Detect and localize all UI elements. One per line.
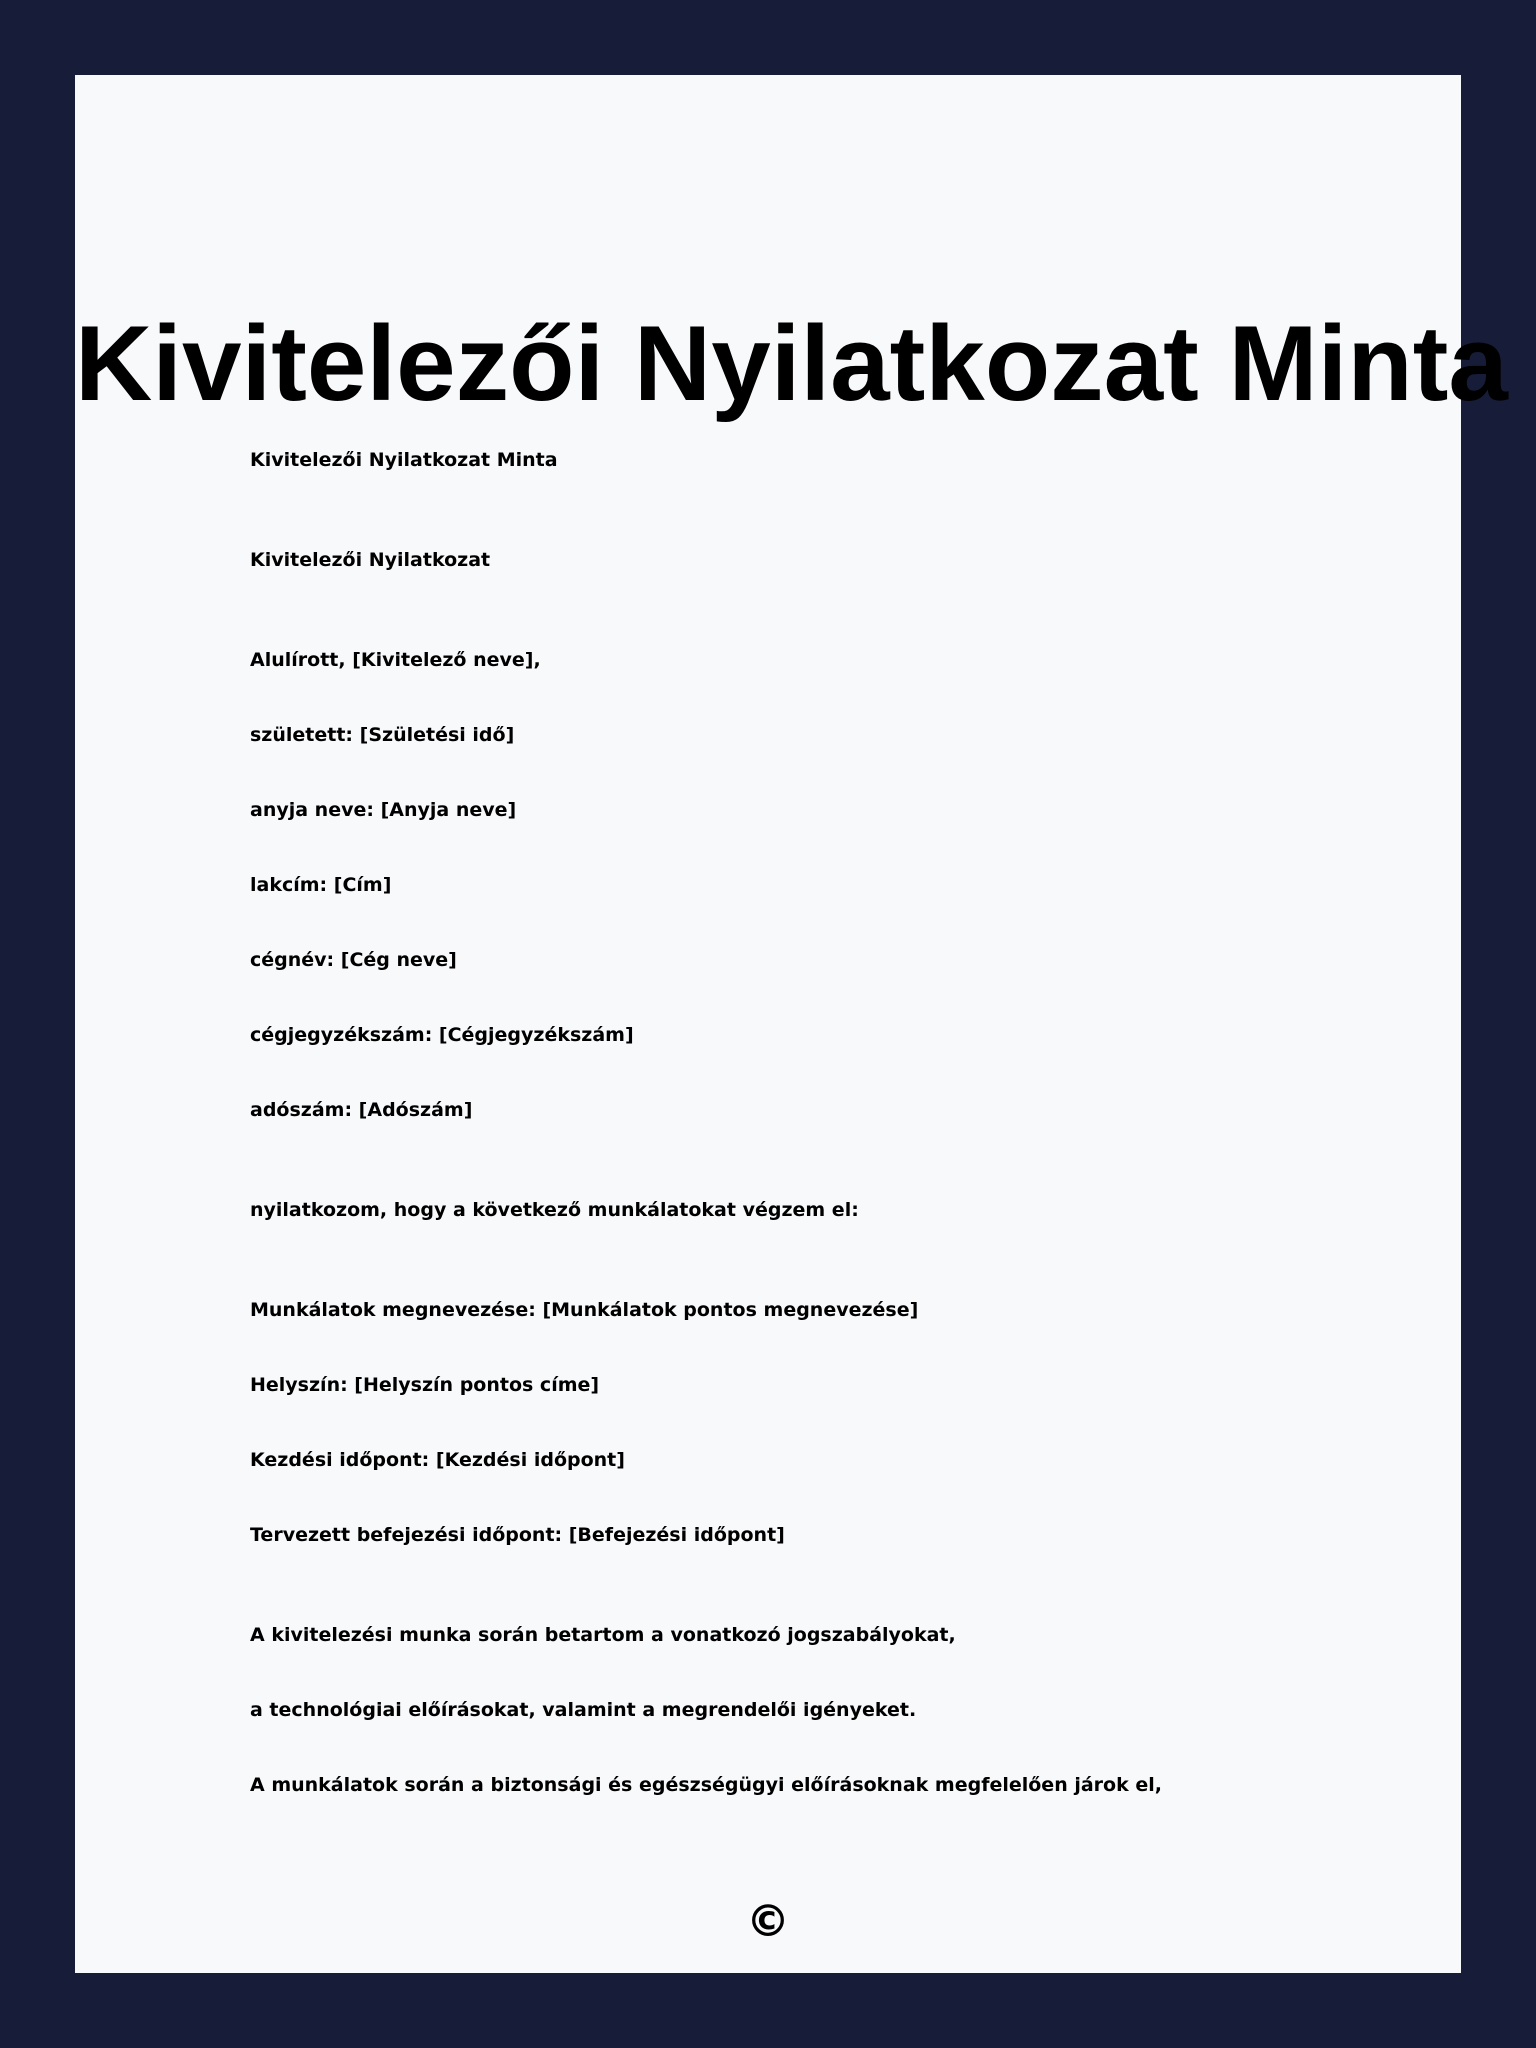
document-line: cégjegyzékszám: [Cégjegyzékszám]: [250, 1024, 634, 1046]
document-line: adószám: [Adószám]: [250, 1099, 473, 1121]
document-line: Kivitelezői Nyilatkozat: [250, 549, 491, 571]
document-line: Munkálatok megnevezése: [Munkálatok pontos megnevezése]: [250, 1299, 919, 1321]
document-line: Helyszín: [Helyszín pontos címe]: [250, 1374, 600, 1396]
document-line: a technológiai előírásokat, valamint a megrendelői igényeket.: [250, 1699, 917, 1721]
document-line: A kivitelezési munka során betartom a vonatkozó jogszabályokat,: [250, 1624, 956, 1646]
document-page: [75, 75, 1508, 1973]
document-line: anyja neve: [Anyja neve]: [250, 799, 517, 821]
document-line: lakcím: [Cím]: [250, 874, 392, 896]
document-line: Kezdési időpont: [Kezdési időpont]: [250, 1449, 625, 1471]
document-line: cégnév: [Cég neve]: [250, 949, 457, 971]
copyright-icon: ©: [746, 1896, 790, 1947]
document-line: Alulírott, [Kivitelező neve],: [250, 649, 541, 671]
document-line: nyilatkozom, hogy a következő munkálatokat végzem el:: [250, 1199, 859, 1221]
document-line: született: [Születési idő]: [250, 724, 515, 746]
document-line: Tervezett befejezési időpont: [Befejezési időpont]: [250, 1524, 785, 1546]
document-title: Kivitelezői Nyilatkozat Minta: [75, 303, 1508, 423]
document-line: Kivitelezői Nyilatkozat Minta: [250, 449, 558, 471]
document-line: A munkálatok során a biztonsági és egészségügyi előírásoknak megfelelően járok el,: [250, 1774, 1162, 1796]
